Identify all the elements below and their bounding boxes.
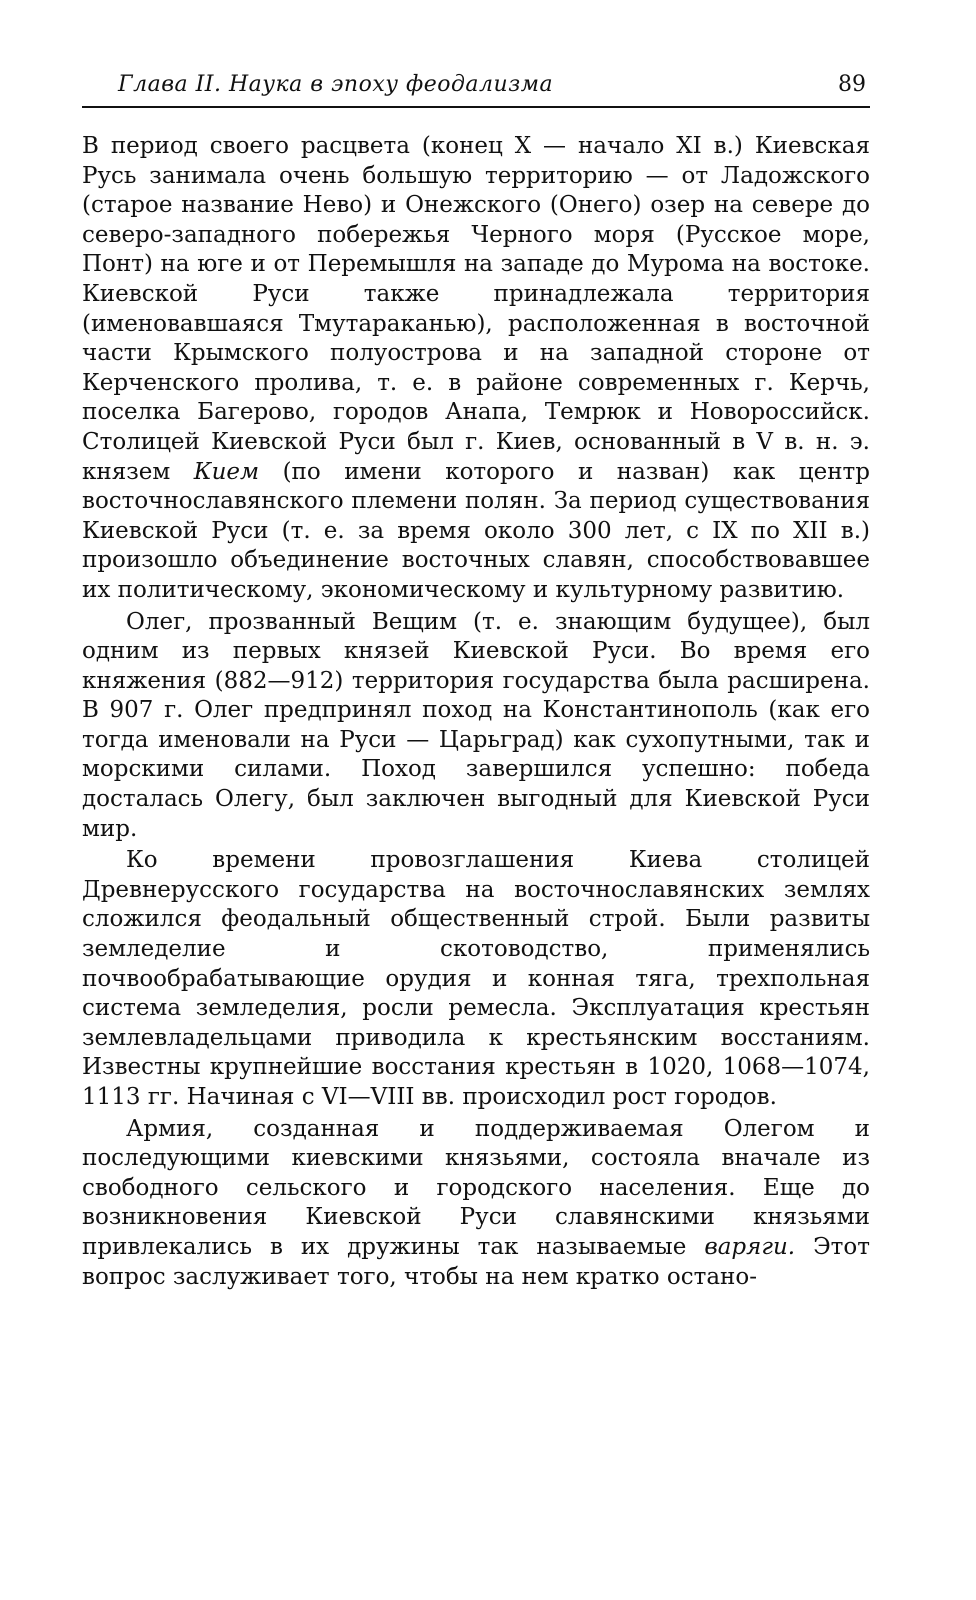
paragraph-1 — [82, 132, 870, 606]
chapter-title: Глава II. Наука в эпоху феодализма — [118, 72, 554, 97]
paragraph-1-text-1: В период своего расцвета (конец X — начало XI в.) Киевская Русь занимала очень большую территорию — от Ладожского (старое название Нево) и Онежского (Онего) озер на севере до северо-западного побережья Черного моря (Русское море, Понт) на юге и от Перемышля на западе до Мурома на востоке. Киевской Руси также принадлежала территория (именовавшаяся Тмутараканью), расположенная в восточной части Крымского полуострова и на западной стороне от Керченского пролива, т. е. в районе современных г. Керчь, поселка Багерово, городов Анапа, Темрюк и Новороссийск. Столицей Киевской Руси был г. Киев, основанный в V в. н. э. князем — [82, 133, 870, 485]
running-header — [82, 72, 870, 108]
paragraph-1-text-2: (по имени которого и назван) как центр восточнославянского племени полян. За период существования Киевской Руси (т. е. за время около 300 лет, с IX по XII в.) произошло объединение восточных славян, способствовавшее их политическому, экономическому и культурному развитию. — [82, 458, 870, 603]
paragraph-3 — [82, 846, 870, 1112]
paragraph-4 — [82, 1115, 870, 1293]
paragraph-2 — [82, 608, 870, 845]
paragraph-3-text: Ко времени провозглашения Киева столицей Древнерусского государства на восточнославянских землях сложился феодальный общественный строй. Были развиты земледелие и скотоводство, применялись почвообрабатывающие орудия и конная тяга, трехпольная система земледелия, росли ремесла. Эксплуатация крестьян землевладельцами приводила к крестьянским восстаниям. Известны крупнейшие восстания крестьян в 1020, 1068—1074, 1113 гг. Начиная с VI—VIII вв. происходил рост городов. — [82, 847, 870, 1110]
paragraph-4-text-1: Армия, созданная и поддерживаемая Олегом и последующими киевскими князьями, состояла вначале из свободного сельского и городского населения. Еще до возникновения Киевской Руси славянскими князьями привлекались в их дружины так называемые — [82, 1115, 870, 1260]
book-page — [82, 72, 870, 1292]
page-number: 89 — [838, 72, 866, 97]
body-text — [82, 132, 870, 1292]
paragraph-2-text: Олег, прозванный Вещим (т. е. знающим будущее), был одним из первых князей Киевской Руси. Во время его княжения (882—912) территория государства была расширена. В 907 г. Олег предпринял поход на Константинополь (как его тогда именовали на Руси — Царьград) как сухопутными, так и морскими силами. Поход завершился успешно: победа досталась Олегу, был заключен выгодный для Киевской Руси мир. — [82, 608, 870, 842]
paragraph-4-text-2: Этот вопрос заслуживает того, чтобы на нем кратко остано- — [82, 1233, 870, 1290]
emphasis-varyagi: варяги. — [704, 1233, 796, 1260]
emphasis-kiem: Кием — [193, 458, 260, 485]
